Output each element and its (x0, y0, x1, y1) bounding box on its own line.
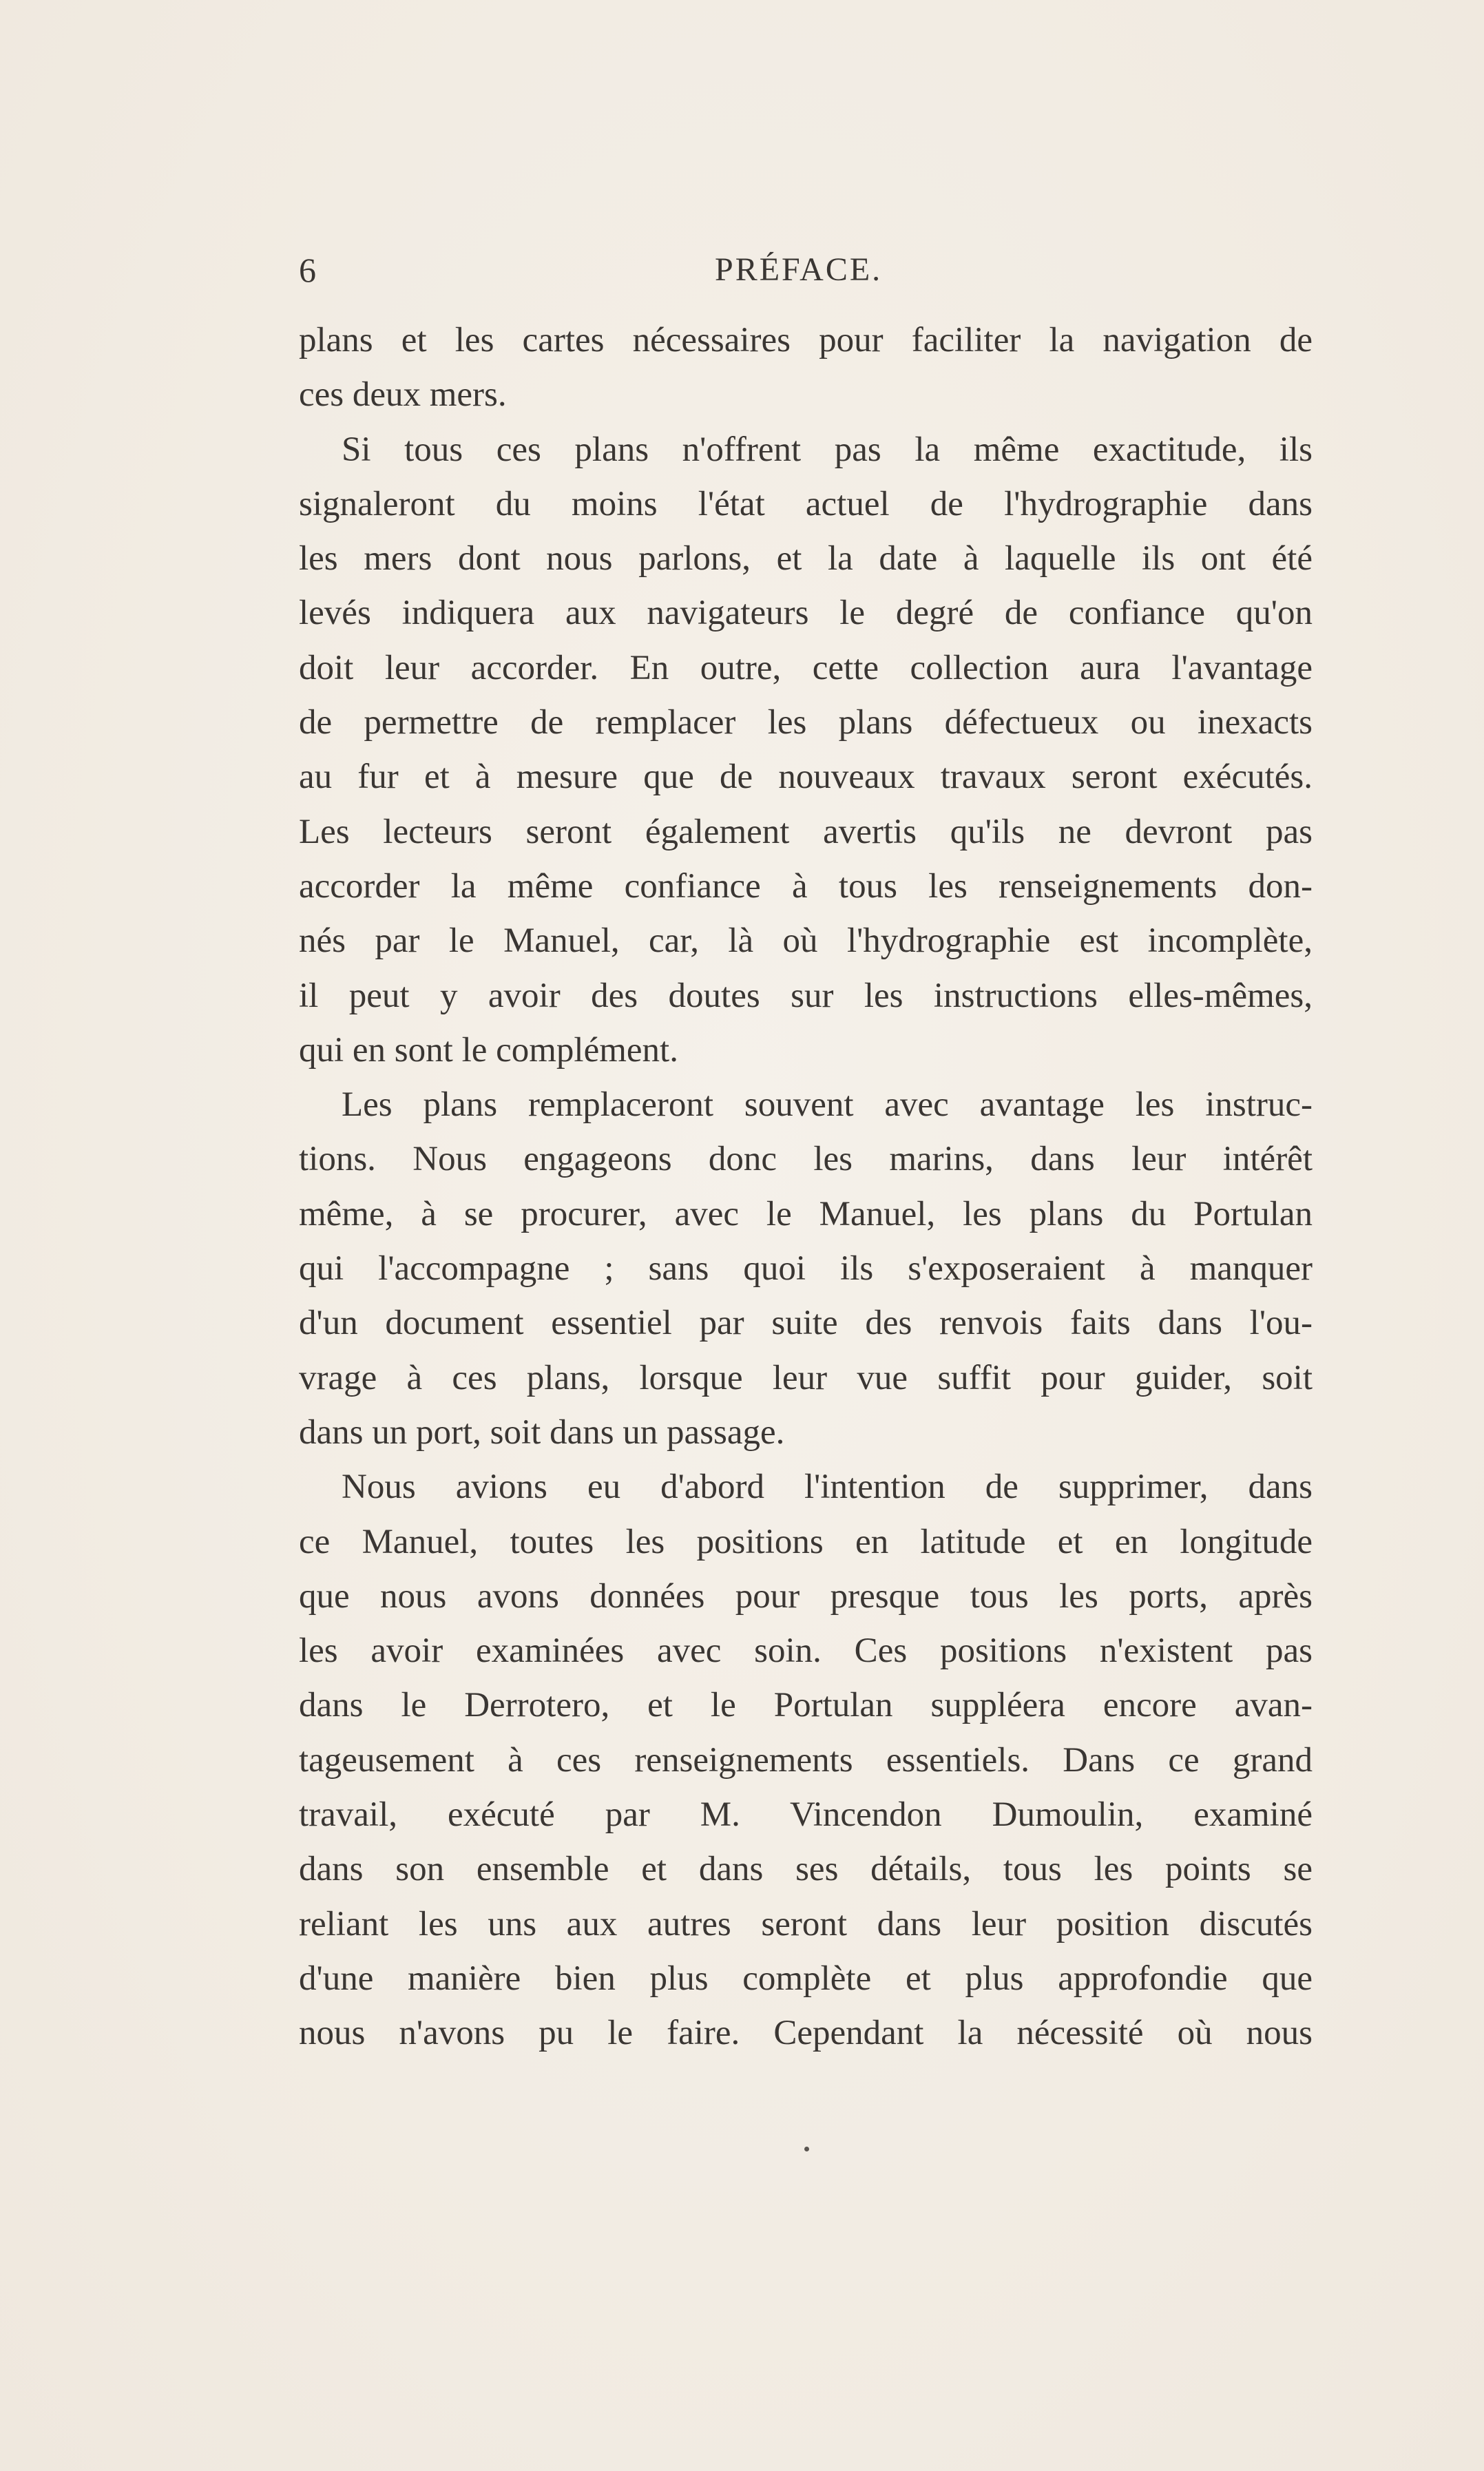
text-line: Si tous ces plans n'offrent pas la même exactitude, ils (342, 430, 1313, 469)
text-line: travail, exécuté par M. Vincendon Dumoulin, examiné (299, 1795, 1313, 1835)
text-line: les mers dont nous parlons, et la date à laquelle ils ont été (299, 539, 1313, 578)
text-line: qui en sont le complément. (299, 1030, 678, 1070)
body-text (299, 313, 1313, 2061)
text-line: dans un port, soit dans un passage. (299, 1412, 785, 1452)
text-line: Nous avions eu d'abord l'intention de supprimer, dans (342, 1468, 1313, 1507)
text-line: accorder la même confiance à tous les renseignements don- (299, 866, 1313, 906)
text-line: il peut y avoir des doutes sur les instructions elles-mêmes, (299, 976, 1313, 1015)
text-line: ces deux mers. (299, 375, 507, 415)
text-line: tions. Nous engageons donc les marins, dans leur intérêt (299, 1140, 1313, 1179)
text-line: tageusement à ces renseignements essentiels. Dans ce grand (299, 1740, 1313, 1780)
text-line: au fur et à mesure que de nouveaux travaux seront exécutés. (299, 758, 1313, 797)
text-line: levés indiquera aux navigateurs le degré de confiance qu'on (299, 594, 1313, 633)
text-line: vrage à ces plans, lorsque leur vue suffit pour guider, soit (299, 1358, 1313, 1397)
text-line: qui l'accompagne ; sans quoi ils s'exposeraient à manquer (299, 1249, 1313, 1289)
text-line: Les plans remplaceront souvent avec avantage les instruc- (342, 1085, 1313, 1125)
text-line: ce Manuel, toutes les positions en latitude et en longitude (299, 1522, 1313, 1561)
text-line: Les lecteurs seront également avertis qu'ils ne devront pas (299, 812, 1313, 851)
text-line: nous n'avons pu le faire. Cependant la nécessité où nous (299, 2014, 1313, 2053)
text-line: dans son ensemble et dans ses détails, tous les points se (299, 1850, 1313, 1889)
page-header (299, 249, 891, 291)
text-line: signaleront du moins l'état actuel de l'hydrographie dans (299, 484, 1313, 523)
text-line: de permettre de remplacer les plans défectueux ou inexacts (299, 703, 1313, 742)
ink-speck (804, 2147, 809, 2151)
text-line: dans le Derrotero, et le Portulan suppléera encore avan- (299, 1686, 1313, 1725)
text-line: les avoir examinées avec soin. Ces positions n'existent pas (299, 1631, 1313, 1671)
running-title: PRÉFACE. (715, 251, 883, 288)
page-number: 6 (299, 251, 316, 289)
text-line: nés par le Manuel, car, là où l'hydrographie est incomplète, (299, 921, 1313, 961)
text-line: d'un document essentiel par suite des renvois faits dans l'ou- (299, 1304, 1313, 1343)
text-line: que nous avons données pour presque tous les ports, après (299, 1576, 1313, 1616)
text-line: doit leur accorder. En outre, cette collection aura l'avantage (299, 648, 1313, 687)
text-line: d'une manière bien plus complète et plus approfondie que (299, 1959, 1313, 1998)
text-line: même, à se procurer, avec le Manuel, les plans du Portulan (299, 1194, 1313, 1233)
text-line: plans et les cartes nécessaires pour faciliter la navigation de (299, 321, 1313, 359)
text-line: reliant les uns aux autres seront dans leur position discutés (299, 1904, 1313, 1943)
